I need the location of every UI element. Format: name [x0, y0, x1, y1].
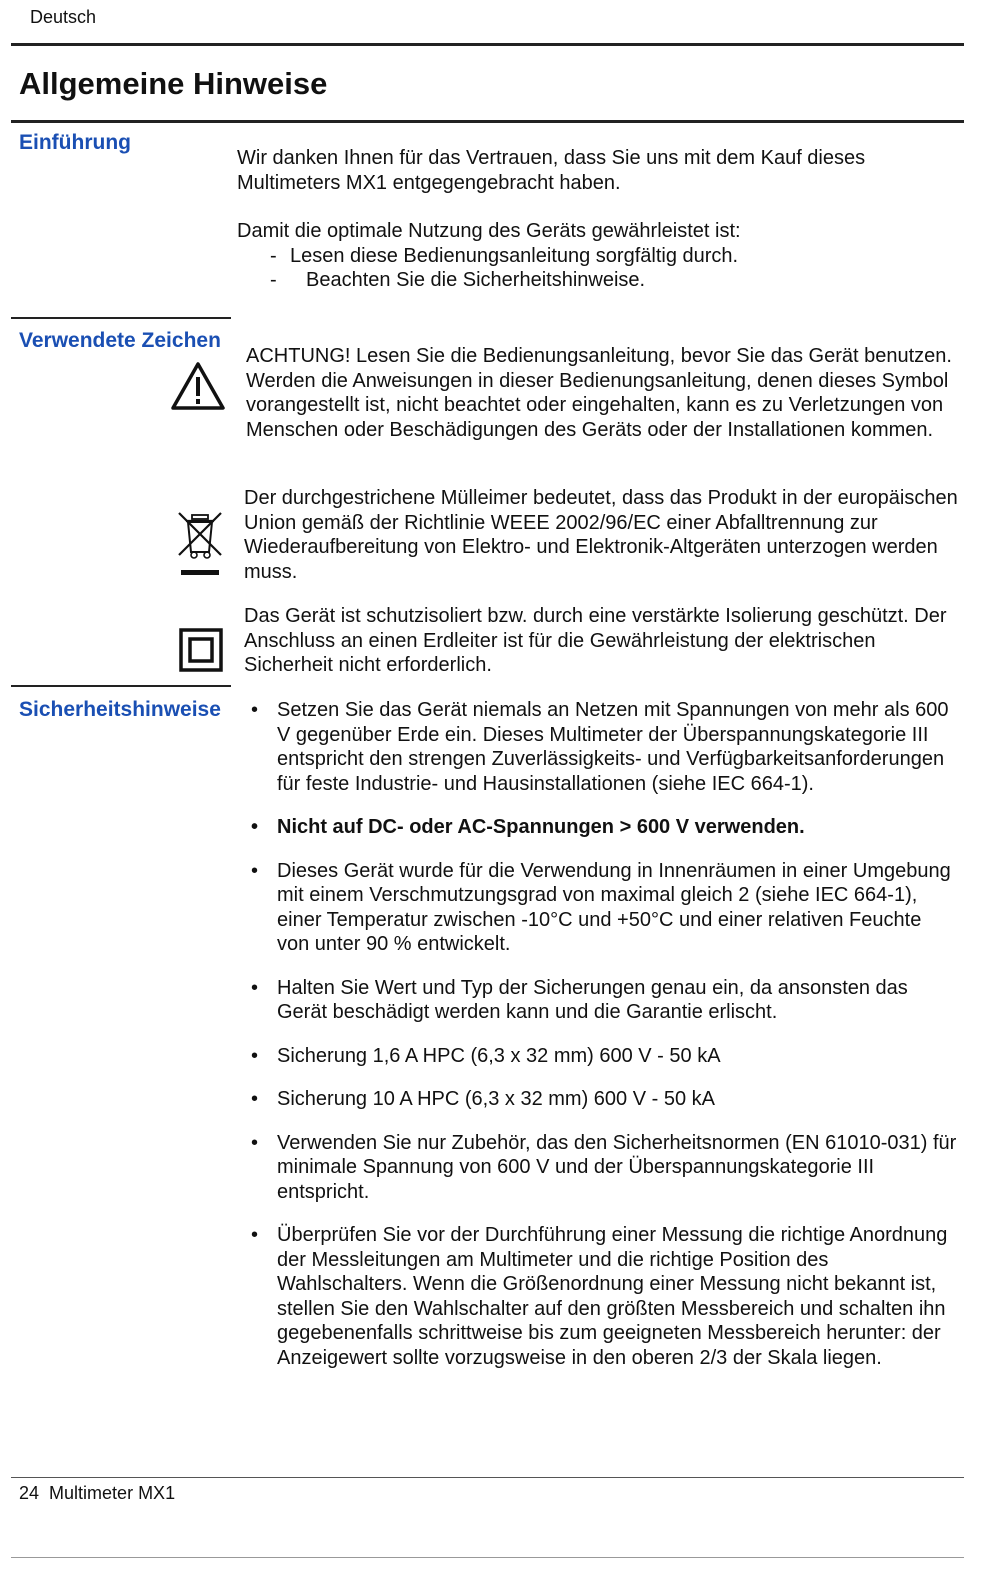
- safety-item-2: • Nicht auf DC- oder AC-Spannungen > 600 V verwenden.: [247, 815, 959, 840]
- safety-item-1: • Setzen Sie das Gerät niemals an Netzen mit Spannungen von mehr als 600 V gegenüber Erde ein. Dieses Multimeter der Überspannungskategorie III entspricht den strengen Zuverlässigkeits- und Verfügbarkeitsanforderungen für feste Industrie- und Hausinstallationen (siehe IEC 664-1).: [247, 698, 959, 796]
- footer: [19, 1483, 175, 1504]
- dash-marker: -: [270, 244, 277, 267]
- warning-text: ACHTUNG! Lesen Sie die Bedienungsanleitung, bevor Sie das Gerät benutzen. Werden die Anweisungen in dieser Bedienungsanleitung, denen dieses Symbol vorangestellt ist, nicht beachtet oder eingehalten, kann es zu Verletzungen von Menschen oder Beschädigungen des Geräts oder der Installationen kommen.: [246, 345, 952, 441]
- intro-list-item-2: [237, 268, 957, 293]
- intro-section: [237, 146, 957, 293]
- intro-list-item-1: [237, 244, 957, 269]
- safety-list: [247, 698, 959, 1370]
- double-insulation-icon: [179, 628, 225, 674]
- intro-list-text-1: Lesen diese Bedienungsanleitung sorgfältig durch.: [290, 244, 739, 267]
- page-number: 24: [19, 1483, 40, 1503]
- header-rule: [11, 43, 964, 46]
- section-title-intro: Einführung: [19, 131, 131, 154]
- dash-marker: -: [270, 269, 277, 291]
- weee-bin-icon: [176, 510, 224, 578]
- title-rule: [11, 120, 964, 123]
- section-title-symbols: Verwendete Zeichen: [19, 329, 221, 352]
- safety-item-5: • Sicherung 1,6 A HPC (6,3 x 32 mm) 600 V - 50 kA: [247, 1044, 959, 1069]
- safety-item-8: • Überprüfen Sie vor der Durchführung einer Messung die richtige Anordnung der Messleitungen am Multimeter und die richtige Position des Wahlschalters. Wenn die Größenordnung einer Messung nicht bekannt ist, stellen Sie den Wahlschalter auf den größten Messbereich und schalten ihn gegebenenfalls schrittweise bis zum geeigneten Messbereich herunter: der Anzeigewert sollte vorzugsweise in den oberen 2/3 der Skala liegen.: [247, 1223, 959, 1370]
- safety-item-7: • Verwenden Sie nur Zubehör, das den Sicherheitsnormen (EN 61010-031) für minimale Spannung von 600 V und der Überspannungskategorie III entspricht.: [247, 1131, 959, 1205]
- section-rule-symbols: [11, 317, 231, 319]
- insulation-text: Das Gerät ist schutzisoliert bzw. durch eine verstärkte Isolierung geschützt. Der Anschluss an einen Erdleiter ist für die Gewährleistung der elektrischen Sicherheit nicht erforderlich.: [244, 605, 947, 676]
- language-label: Deutsch: [30, 7, 97, 27]
- bottom-rule: [11, 1557, 964, 1558]
- safety-item-4: • Halten Sie Wert und Typ der Sicherungen genau ein, da ansonsten das Gerät beschädigt werden kann und die Garantie erlischt.: [247, 976, 959, 1025]
- section-title-safety: Sicherheitshinweise: [19, 698, 221, 721]
- page-title: Allgemeine Hinweise: [19, 66, 328, 101]
- section-rule-safety: [11, 685, 231, 687]
- intro-paragraph-1: Wir danken Ihnen für das Vertrauen, dass Sie uns mit dem Kauf dieses Multimeters MX1 entgegengebracht haben.: [237, 147, 866, 194]
- weee-text: Der durchgestrichene Mülleimer bedeutet, dass das Produkt in der europäischen Union gemäß der Richtlinie WEEE 2002/96/EC einer Abfalltrennung zur Wiederaufbereitung von Elektro- und Elektronik-Altgeräten unterzogen werden muss.: [244, 487, 958, 583]
- intro-list-text-2: Beachten Sie die Sicherheitshinweise.: [306, 269, 646, 291]
- safety-item-3: • Dieses Gerät wurde für die Verwendung in Innenräumen in einer Umgebung mit einem Verschmutzungsgrad von maximal gleich 2 (siehe IEC 664-1), einer Temperatur zwischen -10°C und +50°C und einer relativen Feuchte von unter 90 % entwickelt.: [247, 859, 959, 957]
- warning-triangle-icon: [170, 360, 226, 412]
- safety-item-6: • Sicherung 10 A HPC (6,3 x 32 mm) 600 V - 50 kA: [247, 1087, 959, 1112]
- intro-paragraph-2: Damit die optimale Nutzung des Geräts gewährleistet ist:: [237, 220, 741, 242]
- footer-doc-title: Multimeter MX1: [49, 1483, 176, 1503]
- footer-rule: [11, 1477, 964, 1478]
- safety-section: [247, 698, 959, 1389]
